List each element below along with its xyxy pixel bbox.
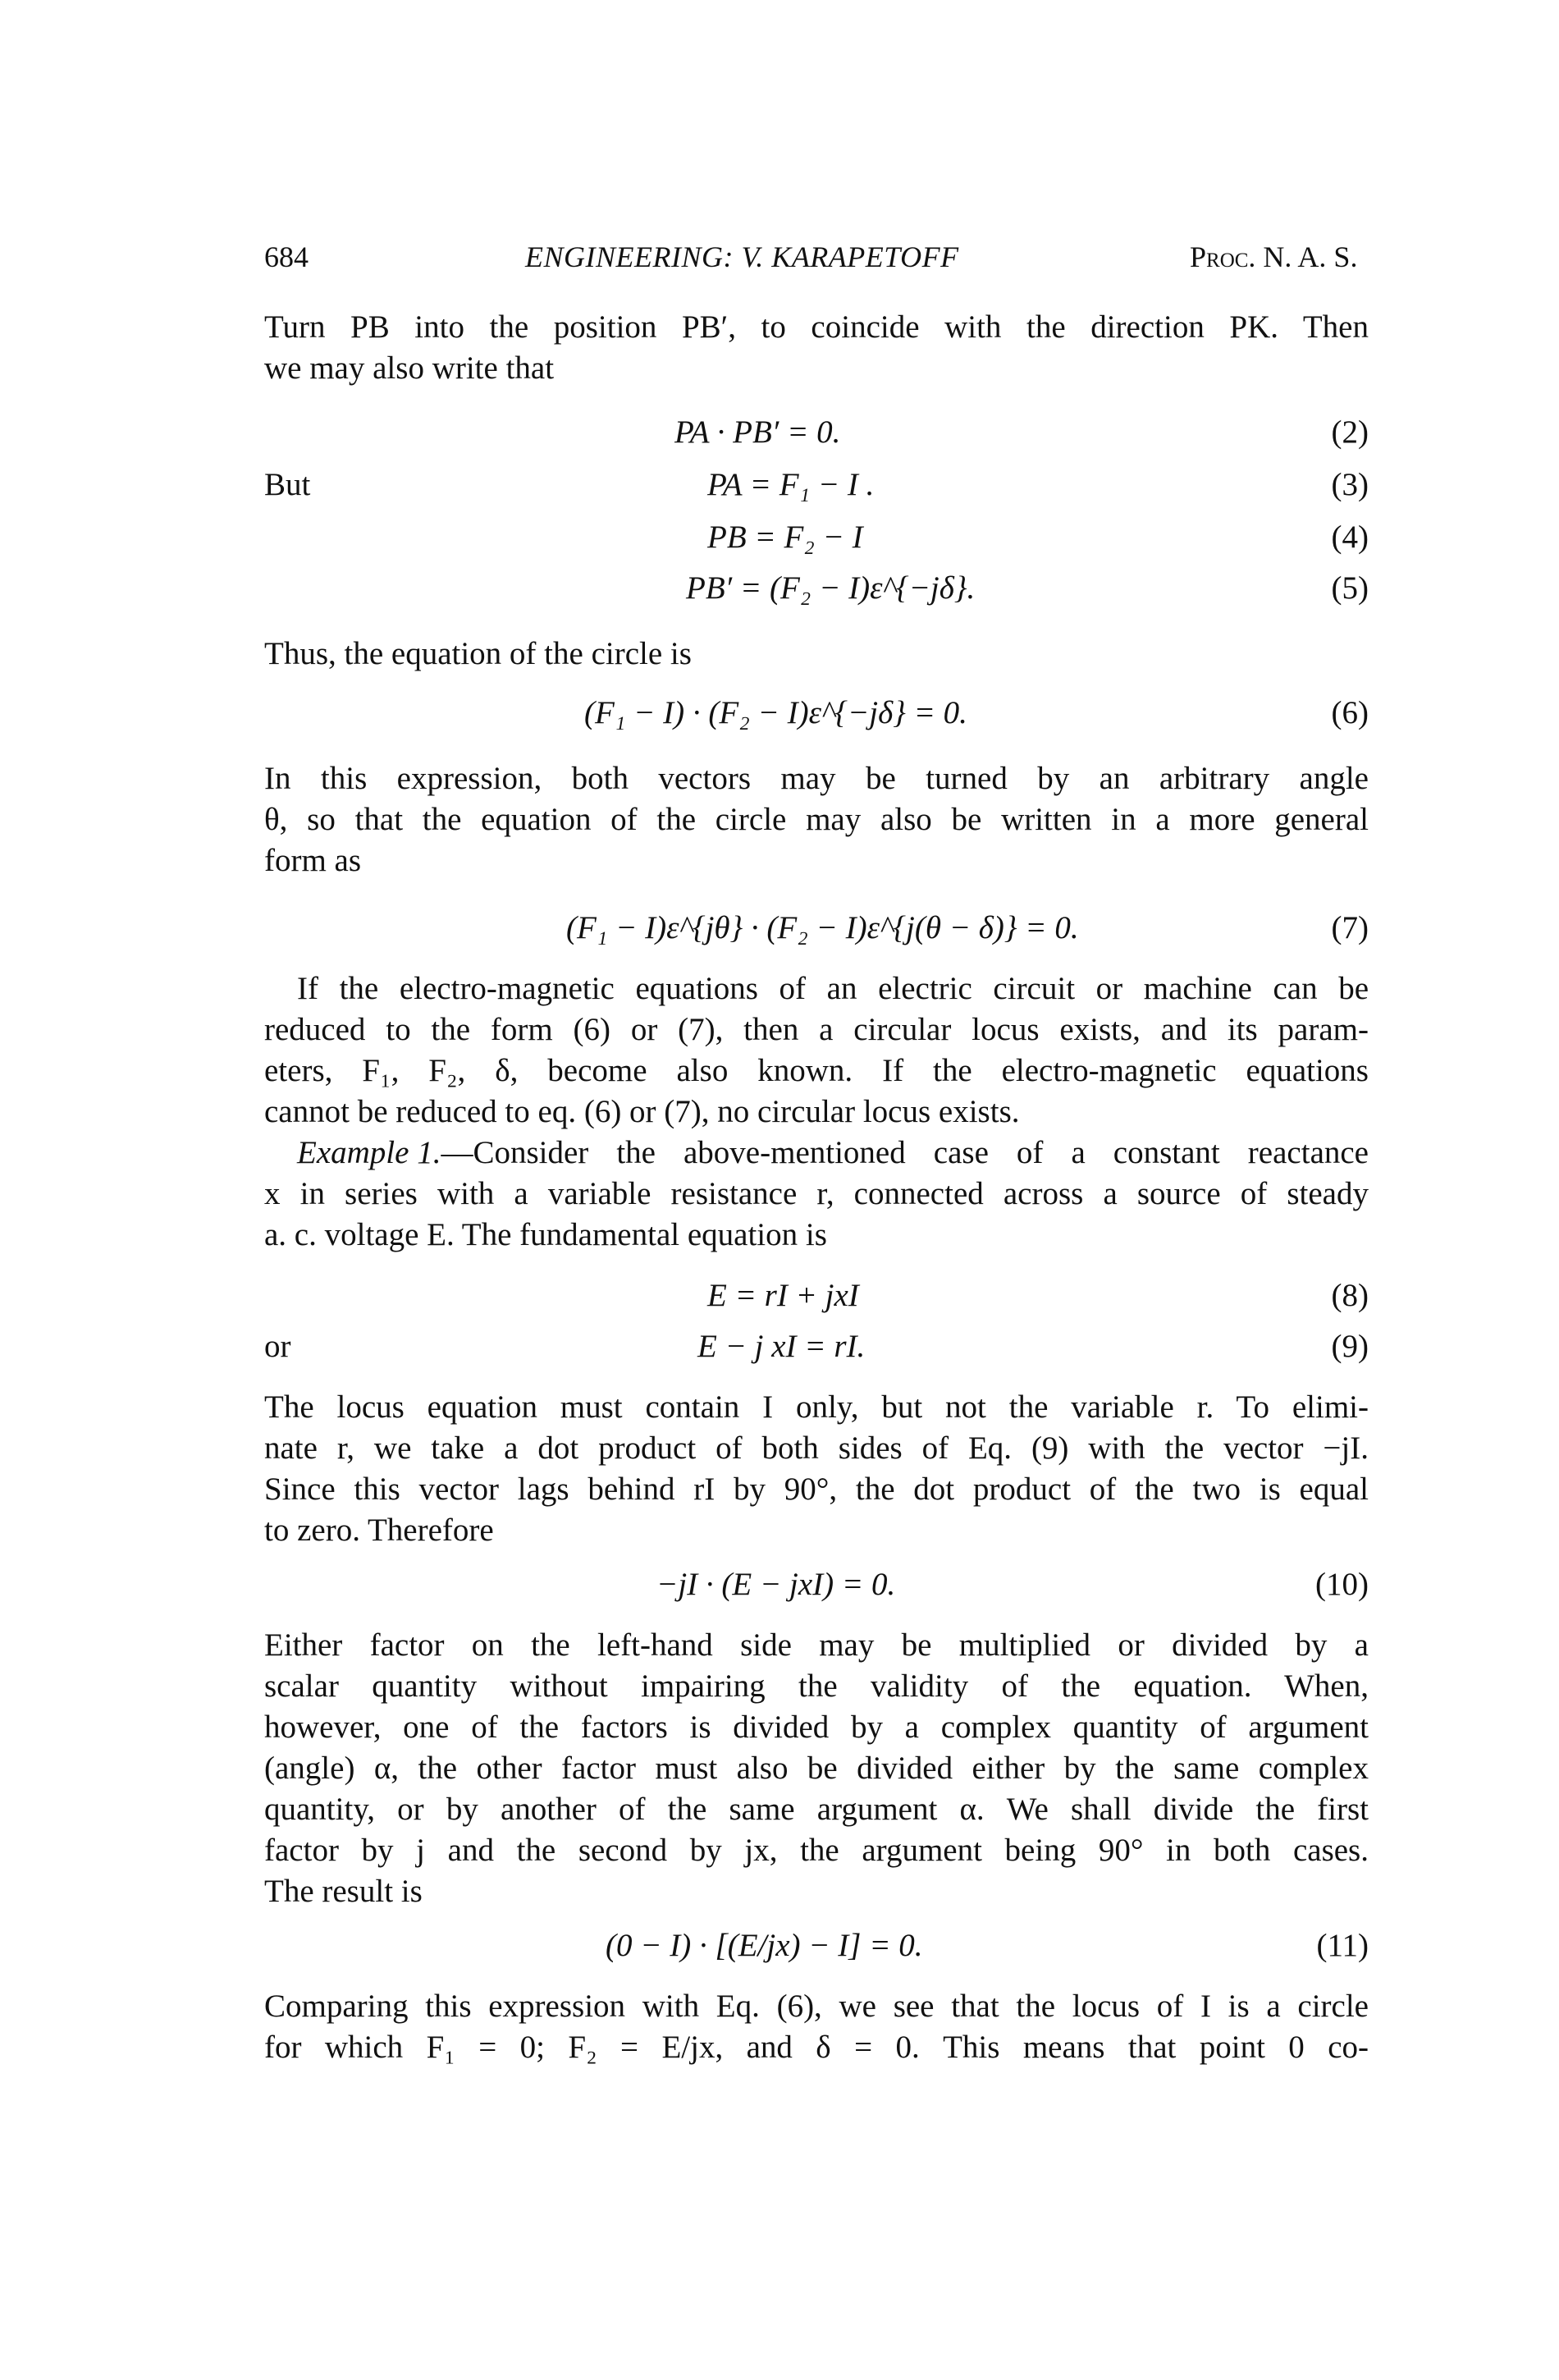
running-head: ENGINEERING: V. KARAPETOFF <box>525 240 959 273</box>
equation-8: E = rI + jxI <box>707 1278 859 1313</box>
equation-number: (7) <box>1331 910 1369 945</box>
equation-number: (4) <box>1331 519 1369 555</box>
paragraph-line: θ, so that the equation of the circle may also be written in a more general <box>264 802 1369 837</box>
equation-number: (8) <box>1331 1278 1369 1313</box>
equation-number: (3) <box>1331 467 1369 502</box>
paragraph-line: Thus, the equation of the circle is <box>264 636 692 671</box>
paragraph-line: In this expression, both vectors may be turned by an arbitrary angle <box>264 761 1369 796</box>
paragraph-line: If the electro-magnetic equations of an electric circuit or machine can be <box>297 971 1369 1006</box>
paragraph-line: nate r, we take a dot product of both sides of Eq. (9) with the vector −jI. <box>264 1430 1369 1466</box>
side-label-but: But <box>264 467 311 502</box>
paragraph-line: Since this vector lags behind rI by 90°, the dot product of the two is equal <box>264 1471 1369 1507</box>
paragraph-line: for which F₁ = 0; F₂ = E/jx, and δ = 0. This means that point 0 co- <box>264 2030 1369 2065</box>
paragraph-line: however, one of the factors is divided by a complex quantity of argument <box>264 1709 1369 1745</box>
paragraph-line: a. c. voltage E. The fundamental equation is <box>264 1217 827 1252</box>
paragraph-line: Either factor on the left-hand side may be multiplied or divided by a <box>264 1627 1369 1663</box>
equation-3: PA = F₁ − I . <box>707 467 875 502</box>
equation-number: (10) <box>1315 1567 1369 1602</box>
paragraph-line: reduced to the form (6) or (7), then a circular locus exists, and its param- <box>264 1012 1369 1047</box>
paragraph-line: form as <box>264 843 362 878</box>
paragraph-line: we may also write that <box>264 350 555 386</box>
equation-number: (6) <box>1331 695 1369 730</box>
paragraph-line: The result is <box>264 1874 423 1909</box>
paragraph-line: Turn PB into the position PB′, to coincide with the direction PK. Then <box>264 309 1369 345</box>
equation-number: (5) <box>1331 570 1369 606</box>
equation-number: (9) <box>1331 1329 1369 1364</box>
equation-number: (11) <box>1316 1928 1369 1963</box>
paragraph-line: factor by j and the second by jx, the argument being 90° in both cases. <box>264 1833 1369 1868</box>
journal-name: Proc. N. A. S. <box>1190 240 1358 273</box>
equation-10: −jI · (E − jxI) = 0. <box>656 1567 896 1602</box>
paragraph-line: cannot be reduced to eq. (6) or (7), no circular locus exists. <box>264 1094 1020 1129</box>
paragraph-line: (angle) α, the other factor must also be divided either by the same complex <box>264 1751 1369 1786</box>
example-text: —Consider the above-mentioned case of a constant reactance <box>441 1135 1369 1170</box>
page-number: 684 <box>264 240 309 273</box>
paragraph-line: The locus equation must contain I only, but not the variable r. To elimi- <box>264 1389 1369 1425</box>
paragraph-line: Comparing this expression with Eq. (6), we see that the locus of I is a circle <box>264 1989 1369 2024</box>
example-label: Example 1. <box>297 1135 441 1170</box>
paragraph-line <box>297 1133 1369 1174</box>
equation-2: PA · PB′ = 0. <box>674 414 841 450</box>
equation-11: (0 − I) · [(E/jx) − I] = 0. <box>606 1928 923 1963</box>
paragraph-line: eters, F₁, F₂, δ, become also known. If the electro-magnetic equations <box>264 1053 1369 1088</box>
side-label-or: or <box>264 1329 291 1364</box>
equation-5: PB′ = (F₂ − I)ε^{−jδ}. <box>686 570 976 606</box>
paragraph-line: quantity, or by another of the same argument α. We shall divide the first <box>264 1792 1369 1827</box>
equation-9: E − j xI = rI. <box>697 1329 866 1364</box>
paragraph-line: to zero. Therefore <box>264 1513 494 1548</box>
equation-6: (F₁ − I) · (F₂ − I)ε^{−jδ} = 0. <box>584 695 967 730</box>
equation-4: PB = F₂ − I <box>707 519 863 555</box>
paragraph-line: x in series with a variable resistance r, connected across a source of steady <box>264 1176 1369 1211</box>
equation-7: (F₁ − I)ε^{jθ} · (F₂ − I)ε^{j(θ − δ)} = 0. <box>566 910 1079 945</box>
equation-number: (2) <box>1331 414 1369 450</box>
paragraph-line: scalar quantity without impairing the validity of the equation. When, <box>264 1668 1369 1704</box>
